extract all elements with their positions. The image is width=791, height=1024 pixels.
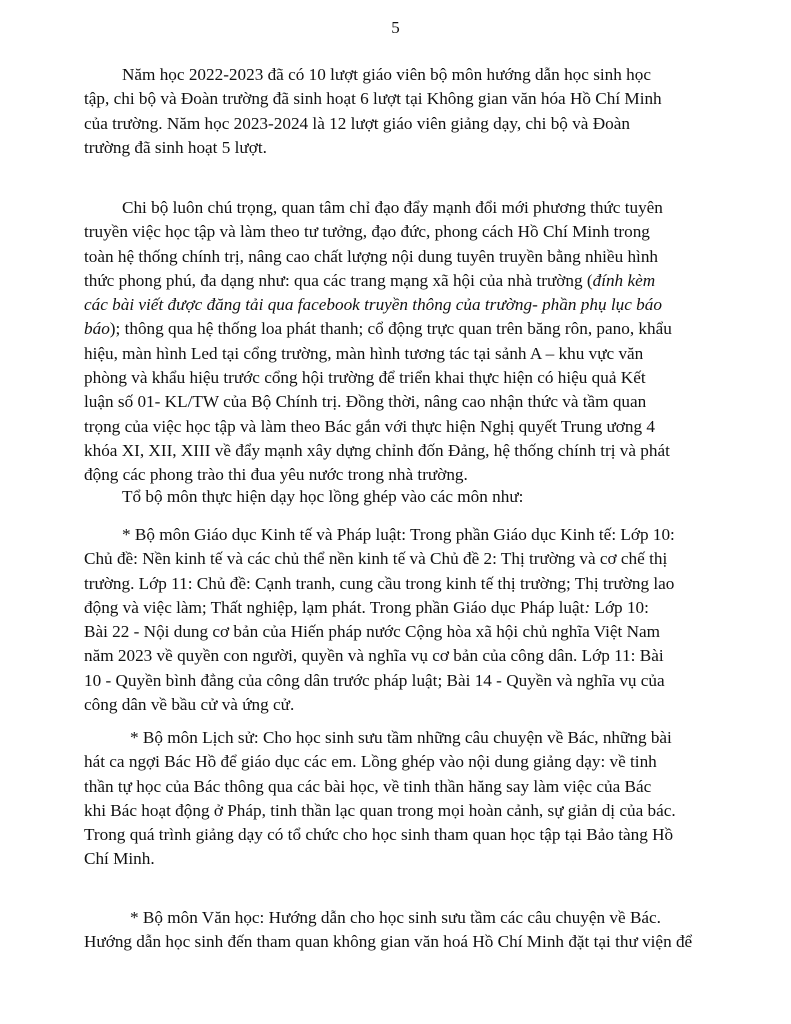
paragraph-5: [84, 726, 706, 872]
text-line: động các phong trào thi đua yêu nước trong nhà trường.: [84, 465, 468, 485]
paragraph-2: [84, 196, 706, 488]
text-run: thức phong phú, đa dạng như: qua các trang mạng xã hội của nhà trường (: [84, 270, 593, 290]
text-line: khi Bác hoạt động ở Pháp, tinh thần lạc quan trong mọi hoàn cảnh, sự giản dị của bác.: [84, 800, 676, 820]
text-run: ); thông qua hệ thống loa phát thanh; cổ động trực quan trên băng rôn, pano, khẩu: [109, 319, 672, 339]
paragraph-3: [84, 485, 706, 509]
text-line: truyền việc học tập và làm theo tư tưởng, đạo đức, phong cách Hồ Chí Minh trong: [84, 222, 650, 242]
text-line: phòng và khẩu hiệu trước cổng hội trường để triển khai thực hiện có hiệu quả Kết: [84, 368, 646, 388]
text-line: [84, 269, 706, 293]
text-line: * Bộ môn Giáo dục Kinh tế và Pháp luật: Trong phần Giáo dục Kinh tế: Lớp 10:: [122, 525, 675, 544]
text-line: * Bộ môn Văn học: Hướng dẫn cho học sinh sưu tầm các câu chuyện về Bác.: [130, 908, 661, 927]
text-line: * Bộ môn Lịch sử: Cho học sinh sưu tầm những câu chuyện về Bác, những bài: [130, 728, 672, 747]
italic-run: các bài viết được đăng tải qua facebook truyền thông của trường- phần phụ lục báo: [84, 295, 662, 315]
text-line: Năm học 2022-2023 đã có 10 lượt giáo viên bộ môn hướng dẫn học sinh học: [122, 65, 651, 84]
text-line: trường. Lớp 11: Chủ đề: Cạnh tranh, cung cầu trong kinh tế thị trường; Thị trường lao: [84, 573, 675, 593]
text-line: toàn hệ thống chính trị, nâng cao chất lượng nội dung tuyên truyền bằng nhiều hình: [84, 246, 659, 266]
text-line: [84, 317, 706, 341]
text-line: [84, 293, 706, 317]
text-line: trọng của việc học tập và làm theo Bác gắn với thực hiện Nghị quyết Trung ương 4: [84, 416, 655, 436]
text-run: động và việc làm; Thất nghiệp, lạm phát. Trong phần Giáo dục Pháp luật: [84, 597, 585, 617]
italic-run: đính kèm: [592, 270, 656, 290]
paragraph-1: [84, 63, 706, 160]
text-line: Chi bộ luôn chú trọng, quan tâm chỉ đạo đẩy mạnh đổi mới phương thức tuyên: [122, 198, 663, 217]
text-line: Trong quá trình giảng dạy có tổ chức cho học sinh tham quan học tập tại Bảo tàng Hồ: [84, 825, 674, 845]
text-line: tập, chi bộ và Đoàn trường đã sinh hoạt 6 lượt tại Không gian văn hóa Hồ Chí Minh: [84, 89, 662, 109]
text-line: Chí Minh.: [84, 849, 155, 869]
text-line: của trường. Năm học 2023-2024 là 12 lượt giáo viên giảng dạy, chi bộ và Đoàn: [84, 113, 630, 133]
text-run: Lớp 10:: [590, 597, 649, 617]
text-line: năm 2023 về quyền con người, quyền và nghĩa vụ cơ bản của công dân. Lớp 11: Bài: [84, 646, 664, 666]
text-line: Chủ đề: Nền kinh tế và các chủ thể nền kinh tế và Chủ đề 2: Thị trường và cơ chế thị: [84, 549, 668, 569]
text-line: trường đã sinh hoạt 5 lượt.: [84, 137, 267, 157]
text-line: hát ca ngợi Bác Hồ để giáo dục các em. Lồng ghép vào nội dung giảng dạy: về tinh: [84, 752, 657, 772]
text-line: khóa XI, XII, XIII về đẩy mạnh xây dựng chỉnh đốn Đảng, hệ thống chính trị và phát: [84, 440, 670, 460]
paragraph-6: [84, 906, 706, 955]
text-line: [84, 596, 706, 620]
paragraph-4: [84, 523, 706, 717]
page-number: 5: [391, 18, 400, 37]
text-line: Tổ bộ môn thực hiện dạy học lồng ghép vào các môn như:: [122, 487, 524, 506]
text-line: Bài 22 - Nội dung cơ bản của Hiến pháp nước Cộng hòa xã hội chủ nghĩa Việt Nam: [84, 622, 661, 642]
text-line: công dân về bầu cử và ứng cử.: [84, 695, 295, 715]
text-line: Hướng dẫn học sinh đến tham quan không gian văn hoá Hồ Chí Minh đặt tại thư viện để: [84, 932, 693, 952]
italic-run: :: [584, 597, 591, 617]
text-line: thần tự học của Bác thông qua các bài học, về tinh thần hăng say làm việc của Bác: [84, 776, 652, 796]
text-line: luận số 01- KL/TW của Bộ Chính trị. Đồng thời, nâng cao nhận thức và tầm quan: [84, 392, 647, 412]
text-line: hiệu, màn hình Led tại cổng trường, màn hình tương tác tại sảnh A – khu vực văn: [84, 343, 644, 363]
italic-run: báo: [84, 319, 110, 339]
text-line: 10 - Quyền bình đẳng của công dân trước pháp luật; Bài 14 - Quyền và nghĩa vụ của: [84, 670, 665, 690]
